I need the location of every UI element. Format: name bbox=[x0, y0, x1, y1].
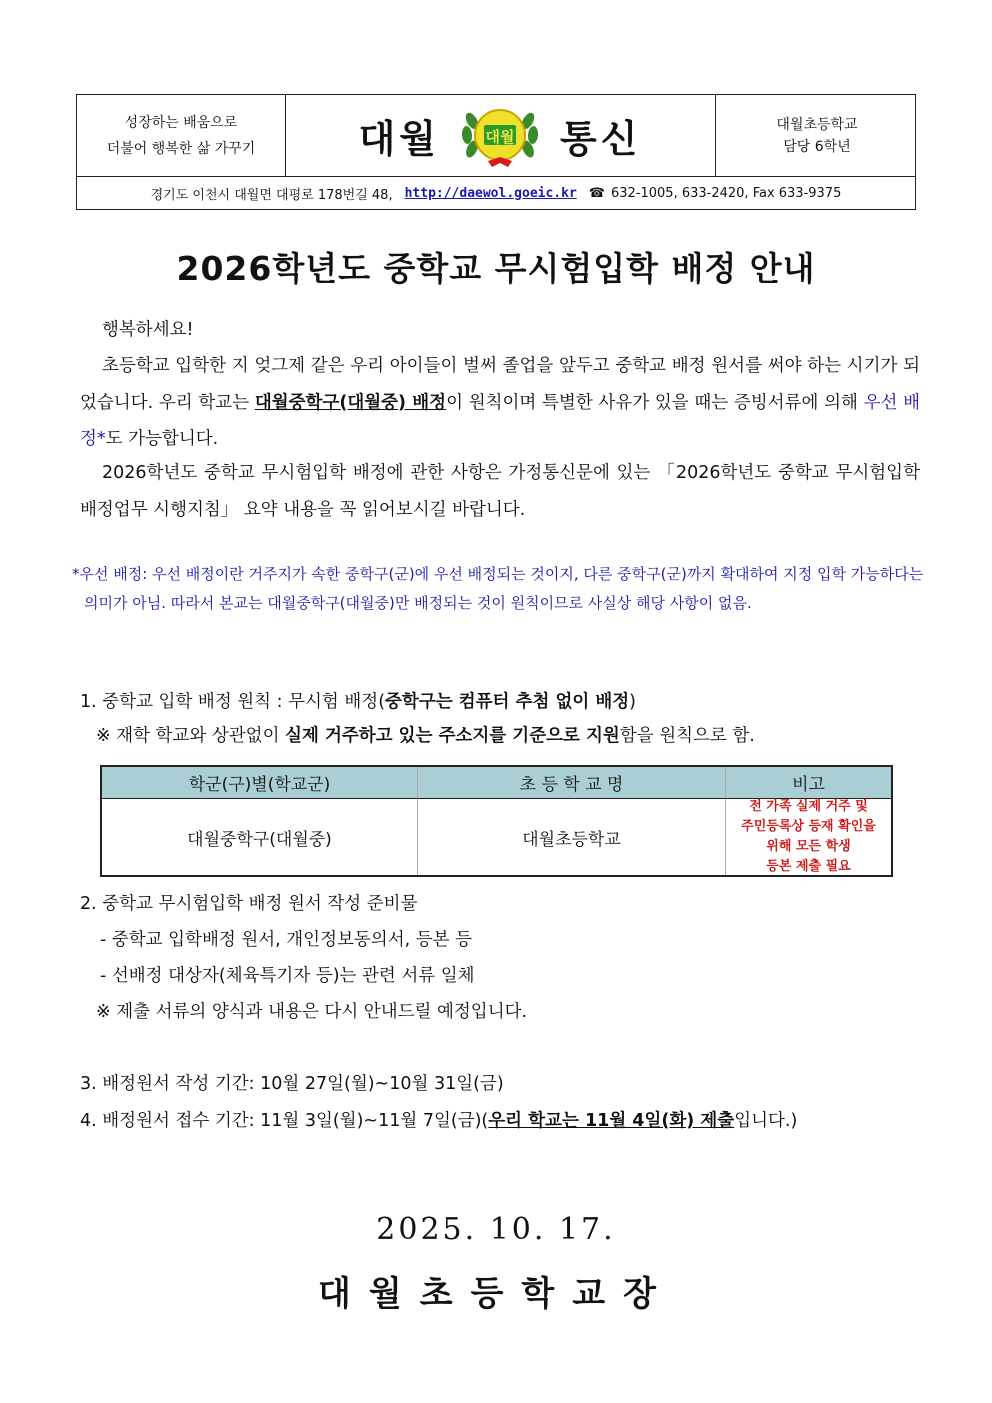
table-header-remark: 비고 bbox=[725, 767, 891, 799]
document-title: 2026학년도 중학교 무시험입학 배정 안내 bbox=[176, 249, 816, 288]
section-1-part-b: ) bbox=[629, 692, 636, 712]
section-4-part-b: 입니다.) bbox=[734, 1111, 798, 1131]
school-website-link[interactable]: http://daewol.goeic.kr bbox=[404, 185, 577, 201]
letterhead-top-row bbox=[77, 95, 915, 177]
remark-line-4: 등본 제출 필요 bbox=[766, 859, 851, 874]
priority-note bbox=[72, 560, 924, 618]
brand-word-left: 대월 bbox=[358, 117, 440, 161]
section-2-item-2: - 선배정 대상자(체육특기자 등)는 관련 서류 일체 bbox=[100, 966, 475, 986]
school-emblem-icon bbox=[458, 101, 542, 171]
section-1-note-b: 함을 원칙으로 함. bbox=[619, 726, 755, 746]
section-1-part-a: 1. 중학교 입학 배정 원칙 : 무시험 배정( bbox=[80, 692, 386, 712]
section-1-note-a: ※ 재학 학교와 상관없이 bbox=[96, 726, 286, 746]
table-cell-district: 대월중학구(대월중) bbox=[187, 829, 332, 850]
section-1-emphasis: 중학구는 컴퓨터 추첨 없이 배정 bbox=[385, 692, 630, 712]
slogan-line-1: 성장하는 배움으로 bbox=[124, 114, 238, 131]
remark-line-3: 위해 모든 학생 bbox=[766, 839, 851, 854]
section-1-heading bbox=[80, 688, 636, 716]
table-header-district: 학군(구)별(학교군) bbox=[102, 767, 417, 799]
school-info bbox=[715, 95, 918, 176]
greeting bbox=[80, 312, 920, 349]
issue-date: 2025. 10. 17. bbox=[376, 1212, 616, 1247]
section-3-writing-period: 3. 배정원서 작성 기간: 10월 27일(월)~10월 31일(금) bbox=[80, 1074, 504, 1094]
principal-signature: 대월초등학교장 bbox=[318, 1274, 674, 1314]
intro-p1-part-b: 이 원칙이며 특별한 사유가 있을 때는 증빙서류에 의해 bbox=[446, 392, 864, 413]
phone-numbers: 632-1005, 633-2420, Fax 633-9375 bbox=[610, 185, 842, 201]
intro-p1-priority: 우선 배정* bbox=[80, 392, 921, 449]
brand-word-right: 통신 bbox=[560, 117, 642, 161]
intro-p1-part-a: 초등학교 입학한 지 엊그제 같은 우리 아이들이 벌써 졸업을 앞두고 중학교 배정 원서를 써야 하는 시기가 되었습니다. 우리 학교는 bbox=[80, 356, 920, 413]
section-1-note bbox=[96, 722, 755, 750]
contact-line bbox=[77, 176, 915, 210]
intro-p1-emphasis: 대월중학구(대월중) 배정 bbox=[254, 392, 447, 413]
slogan bbox=[77, 95, 286, 176]
section-2-note: ※ 제출 서류의 양식과 내용은 다시 안내드릴 예정입니다. bbox=[96, 1002, 528, 1022]
table-cell-school: 대월초등학교 bbox=[417, 799, 725, 875]
phone-icon: ☎ bbox=[588, 185, 605, 201]
section-4-submission-period bbox=[80, 1107, 797, 1135]
remark-line-2: 주민등록상 등재 확인을 bbox=[741, 819, 876, 834]
section-2-heading: 2. 중학교 무시험입학 배정 원서 작성 준비물 bbox=[80, 894, 418, 914]
section-4-part-a: 4. 배정원서 접수 기간: 11월 3일(월)~11월 7일(금)( bbox=[80, 1111, 489, 1131]
address: 경기도 이천시 대월면 대평로 178번길 48, bbox=[150, 187, 393, 203]
priority-note-text: *우선 배정: 우선 배정이란 거주지가 속한 중학구(군)에 우선 배정되는 것이지, 다른 중학구(군)까지 확대하여 지정 입학 가능하다는 의미가 아님. 따라서 본교는 대월중학구(대월중)만 배정되는 것이 원칙이므로 사실상 해당 사항이 없음. bbox=[72, 565, 924, 612]
emblem-text: 대월 bbox=[485, 127, 515, 146]
section-1-note-emphasis: 실제 거주하고 있는 주소지를 기준으로 지원 bbox=[285, 726, 620, 746]
section-2-item-1: - 중학교 입학배정 원서, 개인정보동의서, 등본 등 bbox=[100, 930, 473, 950]
intro-paragraph-2: 2026학년도 중학교 무시험입학 배정에 관한 사항은 가정통신문에 있는 「2026학년도 중학교 무시험입학 배정업무 시행지침」 요약 내용을 꼭 읽어보시길 바랍니다. bbox=[80, 463, 920, 520]
table-cell-remark bbox=[725, 799, 891, 875]
intro-p1-part-c: 도 가능합니다. bbox=[105, 429, 219, 449]
table-header-school: 초 등 학 교 명 bbox=[417, 767, 725, 799]
assignment-table bbox=[100, 765, 893, 877]
letterhead bbox=[76, 94, 916, 210]
intro-paragraph-1 bbox=[80, 348, 920, 458]
slogan-line-2: 더불어 행복한 삶 가꾸기 bbox=[106, 140, 256, 157]
remark-line-1: 전 가족 실제 거주 및 bbox=[749, 799, 868, 814]
newsletter-brand bbox=[285, 95, 715, 176]
greeting-text: 행복하세요! bbox=[102, 320, 194, 340]
school-name: 대월초등학교 bbox=[776, 116, 858, 133]
section-4-emphasis: 우리 학교는 11월 4일(화) 제출 bbox=[488, 1111, 735, 1131]
grade-in-charge: 담당 6학년 bbox=[783, 138, 851, 155]
